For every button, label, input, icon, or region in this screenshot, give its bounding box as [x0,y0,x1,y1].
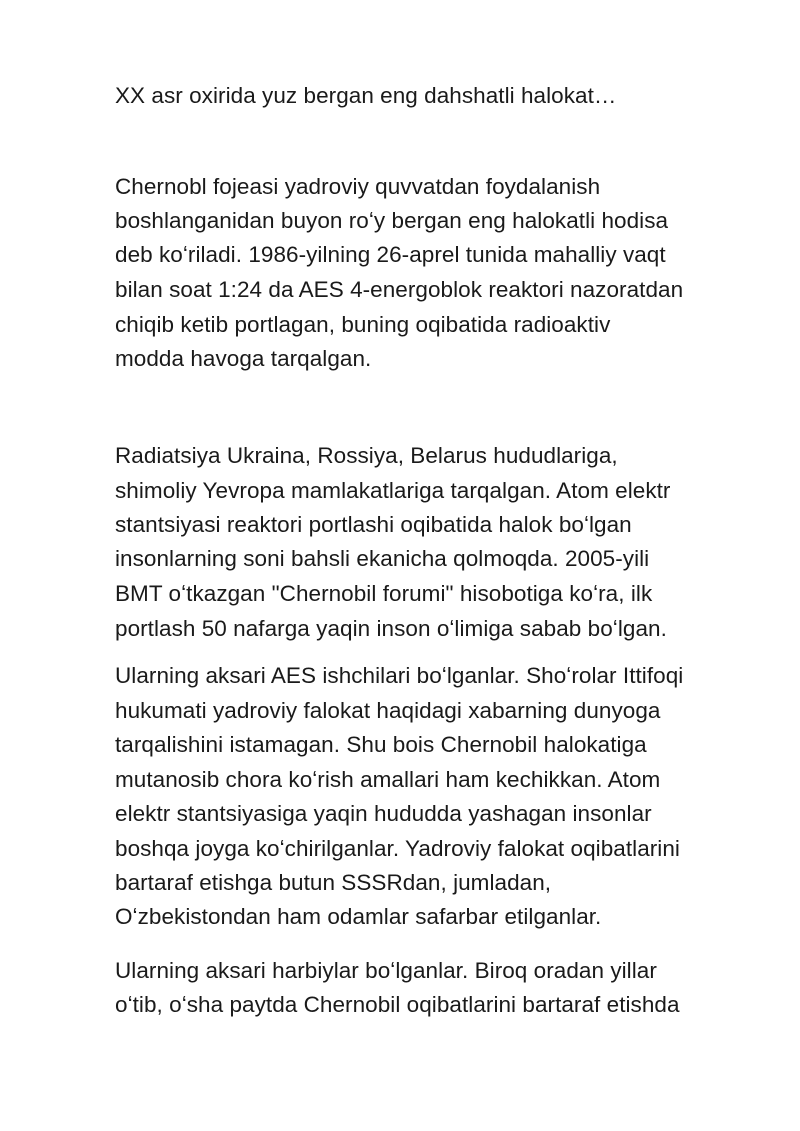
paragraph-line: Chernobl fojeasi yadroviy quvvatdan foydalanish [115,174,601,199]
paragraph-line: Ularning aksari AES ishchilari boʻlganlar. Shoʻrolar Ittifoqi [115,663,684,688]
paragraph-line: Radiatsiya Ukraina, Rossiya, Belarus hududlariga, [115,443,618,468]
paragraph-line: stantsiyasi reaktori portlashi oqibatida halok boʻlgan [115,512,632,537]
paragraph-line: boshlanganidan buyon roʻy bergan eng halokatli hodisa [115,208,669,233]
paragraph-line: deb koʻriladi. 1986-yilning 26-aprel tunida mahalliy vaqt [115,242,666,267]
paragraph-line: insonlarning soni bahsli ekanicha qolmoqda. 2005-yili [115,546,650,571]
paragraph-line: modda havoga tarqalgan. [115,346,372,371]
paragraph-line: Oʻzbekistondan ham odamlar safarbar etilganlar. [115,904,602,929]
paragraph-line: Ularning aksari harbiylar boʻlganlar. Biroq oradan yillar [115,958,657,983]
paragraph-line: tarqalishini istamagan. Shu bois Chernobil halokatiga [115,732,647,757]
paragraph-line: chiqib ketib portlagan, buning oqibatida radioaktiv [115,312,611,337]
paragraph-line: mutanosib chora koʻrish amallari ham kechikkan. Atom [115,767,661,792]
paragraph-line: elektr stantsiyasiga yaqin hududda yashagan insonlar [115,801,652,826]
paragraph-line: portlash 50 nafarga yaqin inson oʻlimiga sabab boʻlgan. [115,616,667,641]
paragraph-line: bartaraf etishga butun SSSRdan, jumladan, [115,870,552,895]
paragraph-line: BMT oʻtkazgan "Chernobil forumi" hisobotiga koʻra, ilk [115,581,653,606]
paragraph-line: bilan soat 1:24 da AES 4-energoblok reaktori nazoratdan [115,277,684,302]
paragraph-line: shimoliy Yevropa mamlakatlariga tarqalgan. Atom elektr [115,478,671,503]
paragraph-line: boshqa joyga koʻchirilganlar. Yadroviy falokat oqibatlarini [115,836,680,861]
paragraph-line: oʻtib, oʻsha paytda Chernobil oqibatlarini bartaraf etishda [115,992,680,1017]
document-heading: XX asr oxirida yuz bergan eng dahshatli halokat… [115,83,617,108]
paragraph-line: hukumati yadroviy falokat haqidagi xabarning dunyoga [115,698,661,723]
